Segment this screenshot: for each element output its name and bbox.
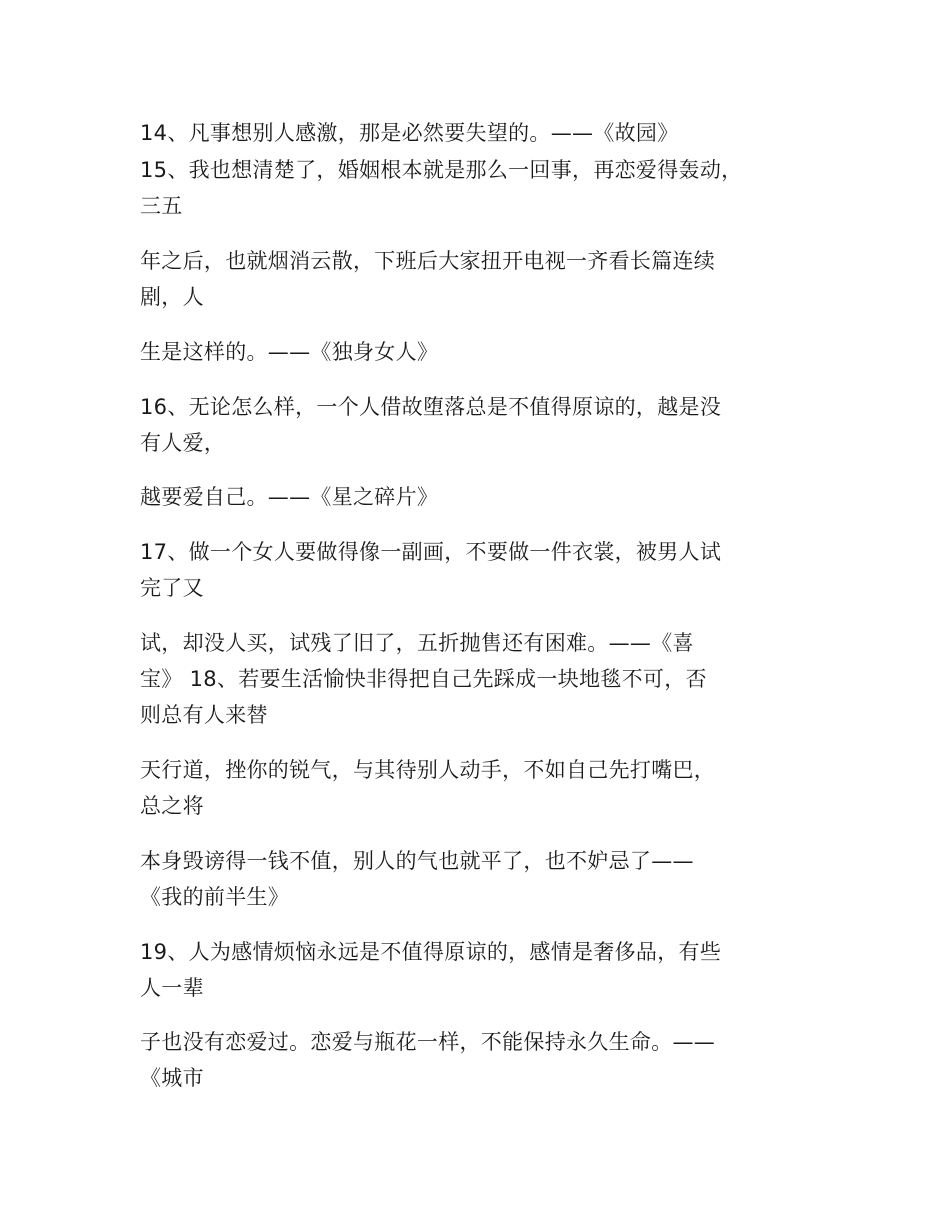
text-line: 天行道，挫你的锐气，与其待别人动手，不如自己先打嘴巴， <box>140 758 716 782</box>
text-line: 《城市 <box>140 1066 204 1090</box>
text-line: 年之后，也就烟消云散，下班后大家扭开电视一齐看长篇连续 <box>140 249 716 273</box>
text-line: 17、做一个女人要做得像一副画，不要做一件衣裳，被男人试 <box>140 540 722 564</box>
text-line: 总之将 <box>140 794 204 818</box>
text-line: 越要爱自己。——《星之碎片》 <box>140 485 439 509</box>
text-line: 则总有人来替 <box>140 703 268 727</box>
text-line: 完了又 <box>140 576 204 600</box>
text-line: 14、凡事想别人感激，那是必然要失望的。——《故园》 <box>140 121 679 145</box>
text-line: 人一辈 <box>140 976 204 1000</box>
text-line: 有人爱， <box>140 431 226 455</box>
text-line: 三五 <box>140 194 183 218</box>
text-line: 剧，人 <box>140 285 204 309</box>
text-line: 试，却没人买，试残了旧了，五折抛售还有困难。——《喜 <box>140 631 694 655</box>
text-line: 宝》 18、若要生活愉快非得把自己先踩成一块地毯不可，否 <box>140 667 707 691</box>
text-line: 19、人为感情烦恼永远是不值得原谅的，感情是奢侈品，有些 <box>140 940 722 964</box>
text-line: 16、无论怎么样，一个人借故堕落总是不值得原谅的，越是没 <box>140 395 722 419</box>
text-line: 《我的前半生》 <box>140 885 290 909</box>
text-line: 子也没有恋爱过。恋爱与瓶花一样，不能保持永久生命。—— <box>140 1030 716 1054</box>
text-line: 本身毁谤得一钱不值，别人的气也就平了，也不妒忌了—— <box>140 849 694 873</box>
text-line: 15、我也想清楚了，婚姻根本就是那么一回事，再恋爱得轰动， <box>140 158 743 182</box>
text-line: 生是这样的。——《独身女人》 <box>140 340 439 364</box>
